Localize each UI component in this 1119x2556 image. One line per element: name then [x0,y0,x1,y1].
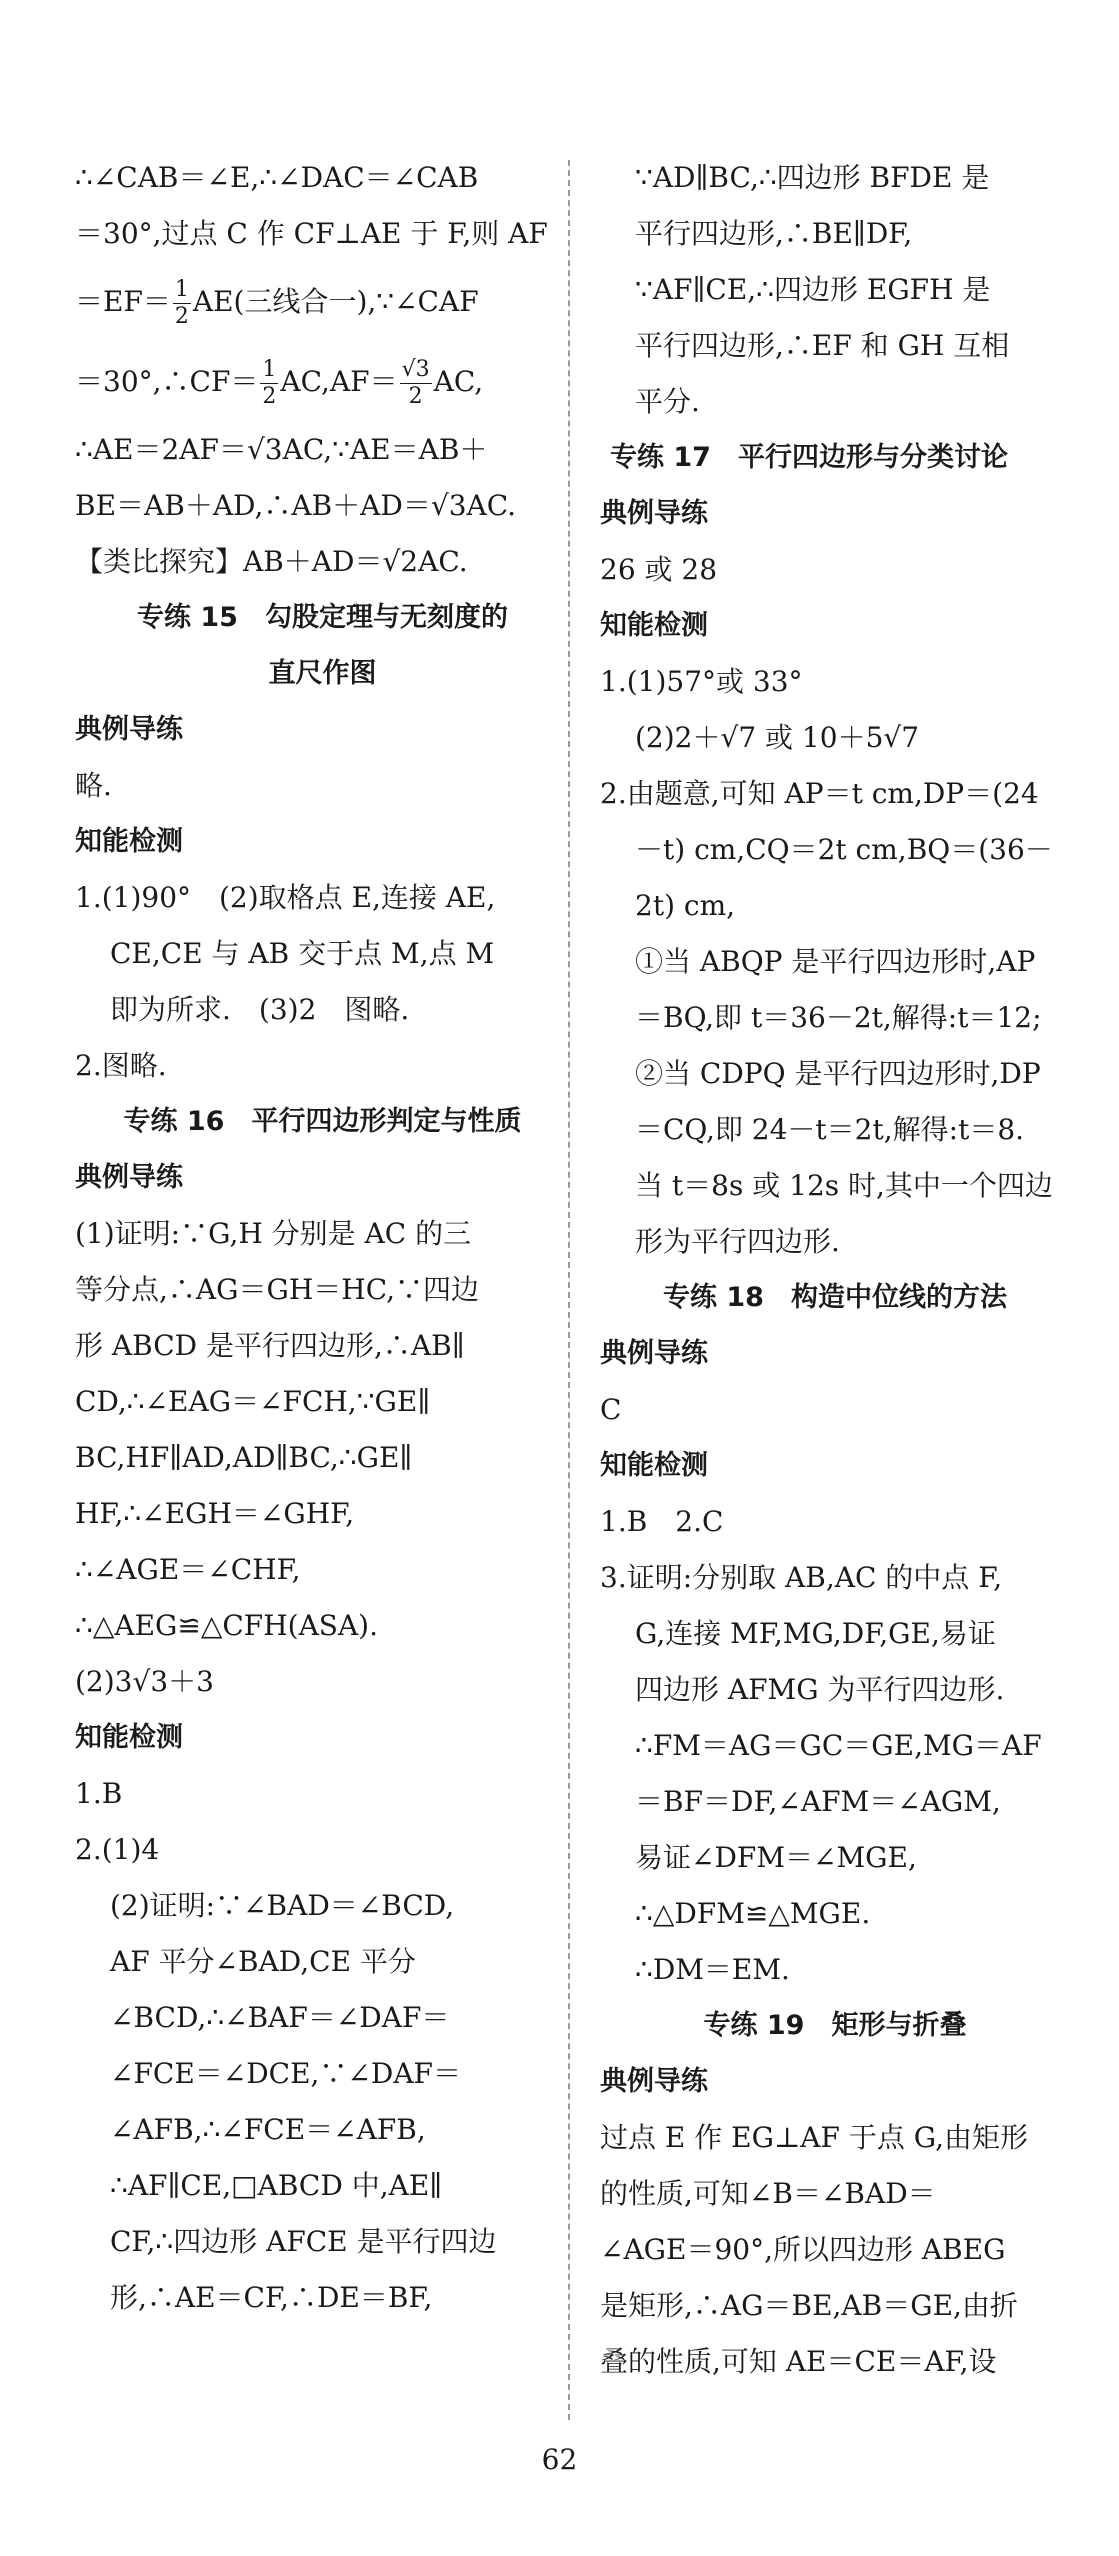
section-title: 直尺作图 [268,658,377,689]
text-line: ∴DM＝EM. [635,1953,790,1986]
text-line: HF,∴∠EGH＝∠GHF, [75,1497,355,1530]
text-line: 2.由题意,可知 AP＝t cm,DP＝(24 [600,777,1039,810]
text-line: 四边形 AFMG 为平行四边形. [635,1673,1005,1706]
text-line: CE,CE 与 AB 交于点 M,点 M [110,937,495,970]
text-line: ∴△DFM≌△MGE. [635,1897,871,1930]
text-line: ∵AD∥BC,∴四边形 BFDE 是 [635,161,990,194]
text-line: 平行四边形,∴EF 和 GH 互相 [635,329,1010,362]
text-line: 1.(1)57°或 33° [600,665,803,698]
text-line: 3.证明:分别取 AB,AC 的中点 F, [600,1561,1003,1594]
text-line: ∠FCE＝∠DCE,∵∠DAF＝ [110,2057,461,2090]
text-line: －t) cm,CQ＝2t cm,BQ＝(36－ [635,833,1053,866]
text-line: 形为平行四边形. [635,1225,840,1258]
text-line: (2)3√3＋3 [75,1665,214,1698]
text-line: 等分点,∴AG＝GH＝HC,∵四边 [75,1273,480,1306]
text-line: ∴∠AGE＝∠CHF, [75,1553,301,1586]
fraction-denominator: 2 [408,384,423,409]
text-line: ＝BF＝DF,∠AFM＝∠AGM, [635,1785,1001,1818]
text-line: ∠BCD,∴∠BAF＝∠DAF＝ [110,2001,450,2034]
text-line: 平行四边形,∴BE∥DF, [635,217,913,250]
fraction-numerator: 1 [174,277,189,302]
section-title: 专练 19 矩形与折叠 [703,2010,967,2041]
fraction-numerator: √3 [401,357,430,382]
fraction [260,357,278,410]
subsection-heading: 知能检测 [75,826,183,857]
text-line: 2.图略. [75,1049,167,1082]
text-line: ∵AF∥CE,∴四边形 EGFH 是 [635,273,991,306]
section-title: 专练 16 平行四边形判定与性质 [123,1106,522,1137]
fraction [400,357,432,410]
page-number: 62 [541,2443,578,2476]
text-line: 2t) cm, [635,889,736,922]
fraction-denominator: 2 [262,384,277,409]
text-line: ∴AF∥CE,□ABCD 中,AE∥ [110,2169,443,2202]
text-line: 过点 E 作 EG⊥AF 于点 G,由矩形 [600,2121,1028,2154]
subsection-heading: 典例导练 [600,1338,708,1369]
text-line: CF,∴四边形 AFCE 是平行四边 [110,2225,497,2258]
text-line: ＝30°,过点 C 作 CF⊥AE 于 F,则 AF [75,217,548,250]
text-line: 即为所求. (3)2 图略. [110,993,410,1026]
text-line: 1.B 2.C [600,1505,724,1538]
text-line [75,262,570,342]
text-line: 2.(1)4 [75,1833,160,1866]
text-line: (2)证明:∵∠BAD＝∠BCD, [110,1889,455,1922]
fraction [173,277,191,330]
subsection-heading: 知能检测 [600,1450,708,1481]
text-line: 形 ABCD 是平行四边形,∴AB∥ [75,1329,465,1362]
section-title: 专练 17 平行四边形与分类讨论 [610,442,1008,473]
text-line: ∠AFB,∴∠FCE＝∠AFB, [110,2113,426,2146]
fraction-numerator: 1 [262,357,277,382]
text-line: 【类比探究】AB＋AD＝√2AC. [75,545,468,578]
fraction-denominator: 2 [174,304,189,329]
text-segment: ＝EF＝ [75,285,171,318]
text-line: (2)2＋√7 或 10＋5√7 [635,721,920,754]
text-line: ∠AGE＝90°,所以四边形 ABEG [600,2233,1006,2266]
text-line: 是矩形,∴AG＝BE,AB＝GE,由折 [600,2289,1018,2322]
text-line: ＝CQ,即 24－t＝2t,解得:t＝8. [635,1113,1025,1146]
text-line: BE＝AB＋AD,∴AB＋AD＝√3AC. [75,489,517,522]
text-line: 1.B [75,1777,123,1810]
text-line: AF 平分∠BAD,CE 平分 [110,1945,416,1978]
text-line: ①当 ABQP 是平行四边形时,AP [635,945,1036,978]
text-line: 叠的性质,可知 AE＝CE＝AF,设 [600,2345,997,2378]
text-line: (1)证明:∵G,H 分别是 AC 的三 [75,1217,472,1250]
text-line: ②当 CDPQ 是平行四边形时,DP [635,1057,1041,1090]
text-line: 当 t＝8s 或 12s 时,其中一个四边 [635,1169,1053,1202]
text-line: ∴FM＝AG＝GC＝GE,MG＝AF [635,1729,1042,1762]
text-line [75,342,570,422]
text-line: ∴△AEG≌△CFH(ASA). [75,1609,379,1642]
text-line: ＝BQ,即 t＝36－2t,解得:t＝12; [635,1001,1042,1034]
subsection-heading: 知能检测 [75,1722,183,1753]
text-line: C [600,1393,622,1426]
text-line: 形,∴AE＝CF,∴DE＝BF, [110,2281,433,2314]
right-column [600,150,1070,2390]
left-column [75,150,570,2326]
text-line: 易证∠DFM＝∠MGE, [635,1841,917,1874]
text-line: 平分. [635,385,700,418]
text-line: 略. [75,769,112,802]
text-line: ∴AE＝2AF＝√3AC,∵AE＝AB＋ [75,433,488,466]
text-line: CD,∴∠EAG＝∠FCH,∵GE∥ [75,1385,431,1418]
text-line: ∴∠CAB＝∠E,∴∠DAC＝∠CAB [75,161,479,194]
text-line: 26 或 28 [600,553,718,586]
subsection-heading: 典例导练 [75,1162,183,1193]
subsection-heading: 知能检测 [600,610,708,641]
text-line: 的性质,可知∠B＝∠BAD＝ [600,2177,936,2210]
text-segment: AC, [433,365,484,398]
text-line: BC,HF∥AD,AD∥BC,∴GE∥ [75,1441,413,1474]
text-segment: AE(三线合一),∵∠CAF [192,285,479,318]
text-line: 1.(1)90° (2)取格点 E,连接 AE, [75,881,496,914]
text-segment: ＝30°,∴CF＝ [75,365,259,398]
section-title: 专练 15 勾股定理与无刻度的 [137,602,508,633]
subsection-heading: 典例导练 [600,498,708,529]
subsection-heading: 典例导练 [600,2066,708,2097]
text-line: G,连接 MF,MG,DF,GE,易证 [635,1617,996,1650]
subsection-heading: 典例导练 [75,714,183,745]
section-title: 专练 18 构造中位线的方法 [663,1282,1007,1313]
text-segment: AC,AF＝ [280,365,398,398]
